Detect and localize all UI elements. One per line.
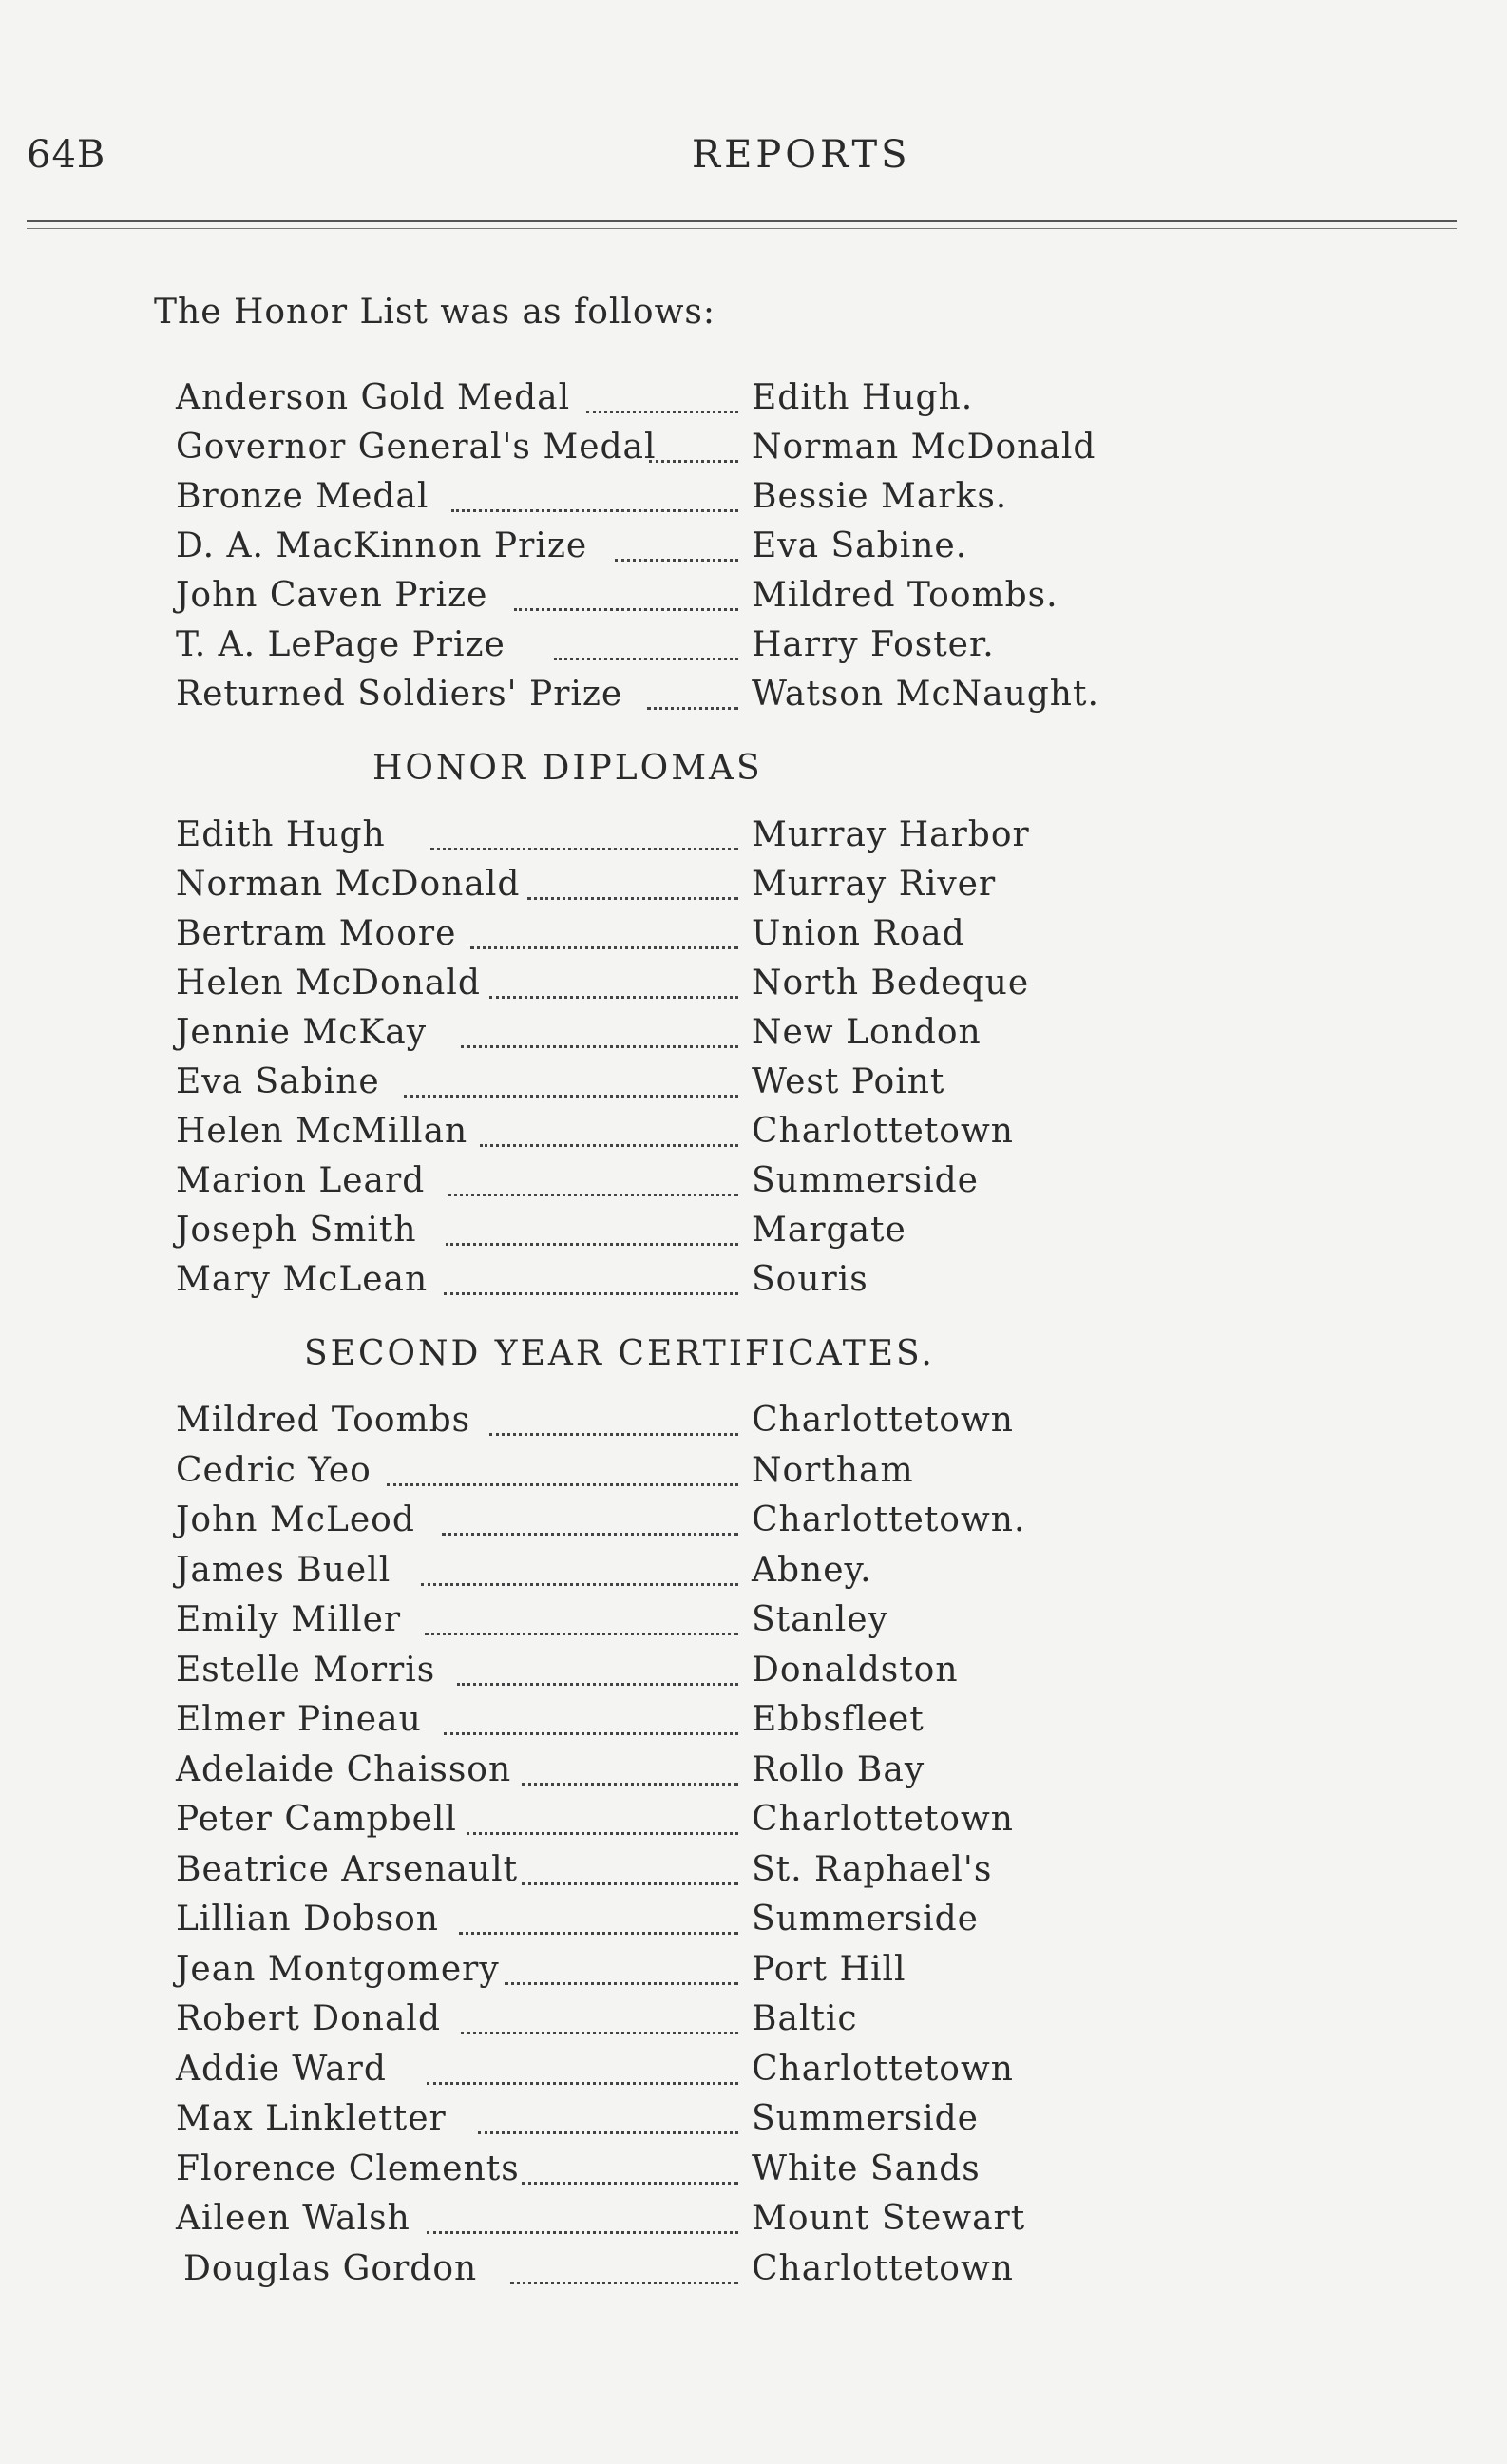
list-item	[176, 964, 1126, 1013]
student-name: Eva Sabine	[176, 1062, 380, 1101]
student-name: John McLeod	[176, 1500, 415, 1539]
prize-winner: Mildred Toombs.	[752, 576, 1059, 615]
student-place: White Sands	[752, 2149, 981, 2188]
dot-leader	[444, 1732, 738, 1735]
student-name: Beatrice Arsenault	[176, 1849, 519, 1889]
prize-name: Governor General's Medal	[176, 428, 657, 467]
dot-leader	[649, 460, 738, 463]
dot-leader	[427, 2082, 738, 2085]
dot-leader	[425, 1633, 738, 1635]
dot-leader	[586, 411, 738, 413]
dot-leader	[647, 707, 738, 710]
list-item	[176, 1500, 1126, 1550]
student-place: Union Road	[752, 914, 965, 953]
student-name: Max Linkletter	[176, 2099, 447, 2138]
prize-name: Anderson Gold Medal	[176, 378, 571, 417]
student-name: Robert Donald	[176, 1999, 441, 2038]
student-name: Mildred Toombs	[176, 1401, 471, 1440]
list-item	[176, 1750, 1126, 1800]
student-name: Lillian Dobson	[176, 1900, 439, 1939]
list-item	[176, 1800, 1126, 1849]
student-name: Jean Montgomery	[176, 1949, 500, 1989]
student-name: Jennie McKay	[176, 1013, 428, 1052]
dot-leader	[451, 509, 738, 512]
list-item	[176, 428, 1126, 477]
student-place: Charlottetown	[752, 1112, 1014, 1151]
student-place: Donaldston	[752, 1650, 959, 1690]
student-place: New London	[752, 1013, 982, 1052]
student-place: Summerside	[752, 1900, 979, 1939]
student-place: Port Hill	[752, 1949, 906, 1989]
list-item	[176, 1062, 1126, 1112]
student-name: Elmer Pineau	[176, 1700, 422, 1739]
student-place: Abney.	[752, 1550, 872, 1590]
student-place: Margate	[752, 1211, 906, 1250]
student-name: Marion Leard	[176, 1161, 426, 1200]
list-item	[176, 526, 1126, 576]
page-header	[27, 133, 1452, 190]
list-item	[176, 1451, 1126, 1500]
intro-text: The Honor List was as follows:	[154, 293, 716, 332]
student-place: Murray Harbor	[752, 815, 1030, 854]
student-name: Florence Clements	[176, 2149, 520, 2188]
dot-leader	[467, 1832, 738, 1835]
list-item	[176, 2249, 1126, 2299]
running-head: REPORTS	[692, 133, 911, 177]
student-name: Adelaide Chaisson	[176, 1749, 512, 1789]
dot-leader	[514, 608, 738, 611]
second-year-heading: SECOND YEAR CERTIFICATES.	[304, 1334, 935, 1373]
list-item	[176, 914, 1126, 964]
dot-leader	[510, 2282, 738, 2284]
prize-winner: Harry Foster.	[752, 625, 995, 664]
student-place: Summerside	[752, 1161, 979, 1200]
list-item	[176, 1161, 1126, 1211]
student-name: Helen McMillan	[176, 1112, 468, 1151]
prize-winner: Watson McNaught.	[752, 675, 1099, 714]
dot-leader	[554, 658, 738, 660]
list-item	[176, 2149, 1126, 2199]
student-place: St. Raphael's	[752, 1849, 993, 1889]
student-place: Stanley	[752, 1600, 888, 1639]
prize-winner: Norman McDonald	[752, 428, 1097, 467]
dot-leader	[457, 1683, 738, 1686]
list-item	[176, 1112, 1126, 1161]
prize-name: Bronze Medal	[176, 477, 429, 516]
student-place: Charlottetown	[752, 1401, 1014, 1440]
student-name: Estelle Morris	[176, 1650, 436, 1690]
student-place: North Bedeque	[752, 964, 1030, 1003]
dot-leader	[489, 1433, 738, 1436]
student-name: Peter Campbell	[176, 1800, 457, 1839]
list-item	[176, 1900, 1126, 1949]
dot-leader	[421, 1583, 738, 1586]
student-place: Ebbsfleet	[752, 1700, 925, 1739]
dot-leader	[442, 1533, 738, 1536]
student-place: Charlottetown.	[752, 1500, 1026, 1539]
student-place: Souris	[752, 1260, 868, 1299]
student-place: Charlottetown	[752, 2248, 1014, 2288]
list-item	[176, 1999, 1126, 2049]
student-name: Edith Hugh	[176, 815, 386, 854]
list-item	[176, 625, 1126, 675]
list-item	[176, 1551, 1126, 1600]
student-place: Charlottetown	[752, 1800, 1014, 1839]
student-name: Douglas Gordon	[183, 2248, 478, 2288]
student-place: Summerside	[752, 2099, 979, 2138]
dot-leader	[459, 1932, 738, 1935]
dot-leader	[522, 1783, 738, 1786]
dot-leader	[461, 2032, 738, 2034]
list-item	[176, 1401, 1126, 1450]
student-name: Helen McDonald	[176, 964, 481, 1003]
list-item	[176, 576, 1126, 625]
dot-leader	[527, 897, 738, 900]
dot-leader	[446, 1243, 738, 1246]
student-place: Baltic	[752, 1999, 858, 2038]
student-name: Bertram Moore	[176, 914, 457, 953]
dot-leader	[387, 1483, 738, 1486]
dot-leader	[427, 2231, 738, 2234]
list-item	[176, 1850, 1126, 1900]
list-item	[176, 2099, 1126, 2149]
prize-winner: Eva Sabine.	[752, 526, 968, 565]
prize-winner: Bessie Marks.	[752, 477, 1008, 516]
list-item	[176, 865, 1126, 914]
header-rule	[27, 220, 1457, 229]
dot-leader	[461, 1045, 738, 1048]
list-item	[176, 815, 1126, 865]
student-place: Charlottetown	[752, 2049, 1014, 2089]
dot-leader	[470, 946, 738, 949]
student-place: Murray River	[752, 865, 997, 904]
list-item	[176, 1950, 1126, 1999]
list-item	[176, 675, 1126, 724]
dot-leader	[505, 1982, 738, 1985]
student-name: Addie Ward	[176, 2049, 387, 2089]
list-item	[176, 2050, 1126, 2099]
list-item	[176, 2199, 1126, 2248]
list-item	[176, 1013, 1126, 1062]
list-item	[176, 378, 1126, 428]
dot-leader	[480, 1144, 738, 1147]
prize-name: D. A. MacKinnon Prize	[176, 526, 588, 565]
student-name: Cedric Yeo	[176, 1450, 372, 1490]
student-place: West Point	[752, 1062, 945, 1101]
student-name: Norman McDonald	[176, 865, 521, 904]
dot-leader	[615, 559, 738, 562]
student-name: Emily Miller	[176, 1600, 402, 1639]
student-place: Northam	[752, 1450, 914, 1490]
list-item	[176, 1211, 1126, 1260]
dot-leader	[430, 848, 738, 850]
dot-leader	[489, 996, 738, 999]
list-item	[176, 477, 1126, 526]
dot-leader	[522, 2182, 738, 2185]
page-number: 64B	[27, 133, 106, 177]
student-name: James Buell	[176, 1550, 391, 1590]
student-name: Mary McLean	[176, 1260, 429, 1299]
dot-leader	[448, 1194, 738, 1196]
list-item	[176, 1600, 1126, 1650]
dot-leader	[478, 2131, 738, 2134]
dot-leader	[404, 1095, 738, 1098]
prize-name: T. A. LePage Prize	[176, 625, 506, 664]
list-item	[176, 1651, 1126, 1700]
honor-diplomas-heading: HONOR DIPLOMAS	[372, 749, 763, 788]
prize-name: John Caven Prize	[176, 576, 488, 615]
dot-leader	[444, 1292, 738, 1295]
prize-name: Returned Soldiers' Prize	[176, 675, 623, 714]
list-item	[176, 1700, 1126, 1749]
prize-winner: Edith Hugh.	[752, 378, 974, 417]
dot-leader	[522, 1882, 738, 1885]
list-item	[176, 1260, 1126, 1309]
student-name: Joseph Smith	[176, 1211, 417, 1250]
student-place: Rollo Bay	[752, 1749, 925, 1789]
student-place: Mount Stewart	[752, 2199, 1026, 2238]
student-name: Aileen Walsh	[176, 2199, 410, 2238]
